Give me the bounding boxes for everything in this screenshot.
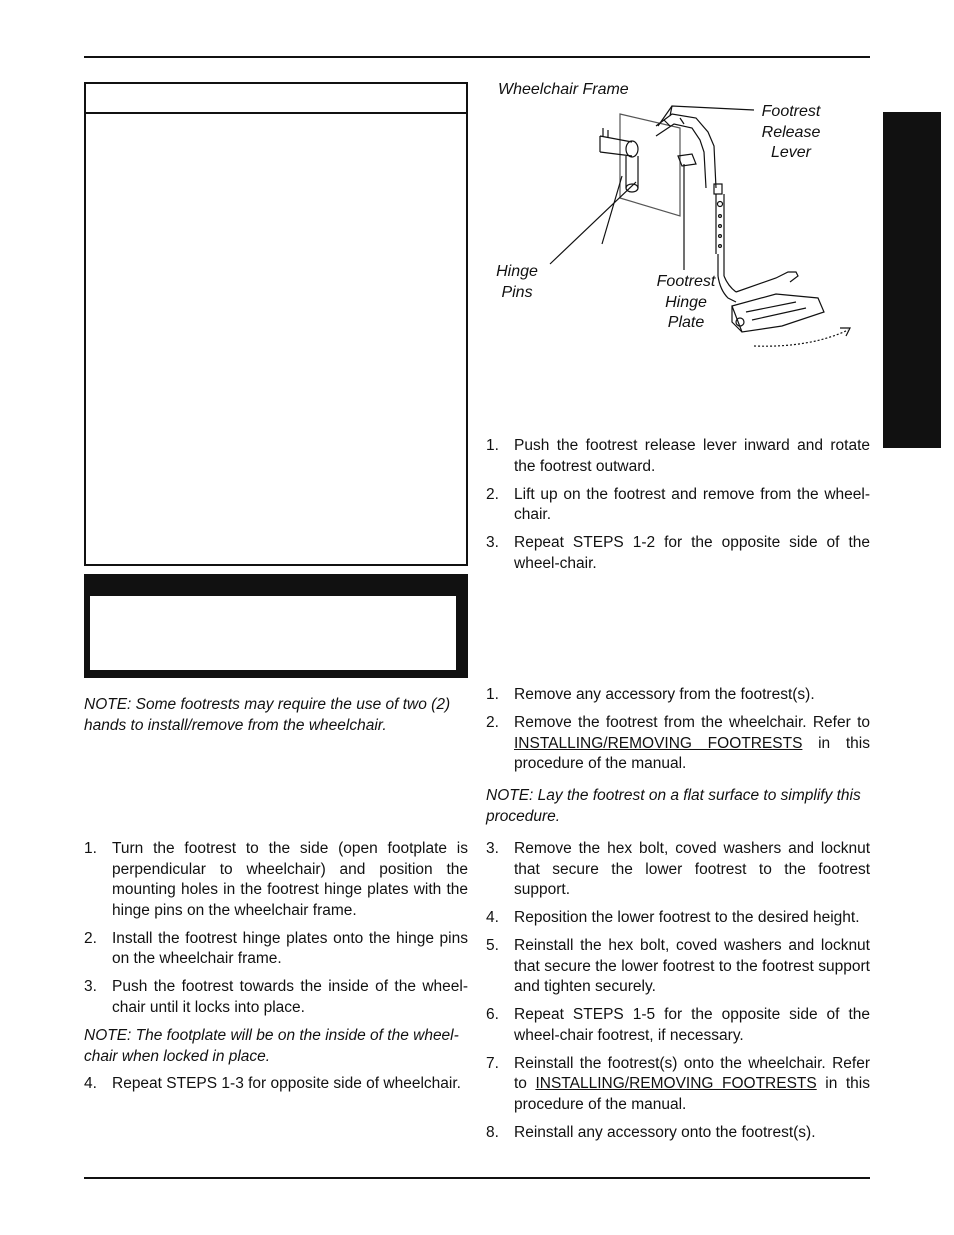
list-item: 3. Push the footrest towards the inside of the wheel-chair until it locks into place. <box>84 978 468 1016</box>
list-item: 8. Reinstall any accessory onto the footrest(s). <box>486 1123 816 1141</box>
caution-box <box>84 574 468 678</box>
note-two-hands: NOTE: Some footrests may require the use of two (2) hands to install/remove from the wheelchair. <box>84 696 451 734</box>
label-hinge-pins: Hinge Pins <box>496 263 538 301</box>
footrest-figure <box>484 76 870 366</box>
label-wheelchair-frame: Wheelchair Frame <box>498 81 629 98</box>
label-release-lever: Footrest Release Lever <box>761 103 821 161</box>
list-item: 3. Repeat STEPS 1-2 for the opposite side of the wheel-chair. <box>486 534 870 572</box>
list-item: 1. Remove any accessory from the footrest(s). <box>486 686 815 703</box>
list-item: 1. Turn the footrest to the side (open footplate is perpendicular to wheelchair) and position the mounting holes in the footrest hinge plates with the hinge pins on the wheelchair frame. <box>84 840 468 919</box>
list-item: 4. Reposition the lower footrest to the desired height. <box>486 909 860 926</box>
list-item: 5. Reinstall the hex bolt, coved washers and locknut that secure the lower footrest to the footrest support and tighten securely. <box>486 937 870 995</box>
header-rule <box>84 56 870 58</box>
list-item: 1. Push the footrest release lever inward and rotate the footrest outward. <box>486 437 870 475</box>
height-steps-b <box>486 839 870 1151</box>
height-steps-a <box>486 685 870 782</box>
list-item: 6. Repeat STEPS 1-5 for the opposite side of the wheel-chair footrest, if necessary. <box>486 1006 870 1044</box>
list-item: 7. Reinstall the footrest(s) onto the wheelchair. Refer to INSTALLING/REMOVING FOOTRESTS in this procedure of the manual. <box>486 1054 870 1113</box>
link-installing-removing-footrests[interactable]: INSTALLING/REMOVING FOOTRESTS <box>535 1075 817 1092</box>
list-item: 2. Lift up on the footrest and remove from the wheel-chair. <box>486 485 870 523</box>
label-hinge-plate: Footrest Hinge Plate <box>656 273 716 331</box>
box-header <box>86 84 466 114</box>
install-step-4 <box>84 1074 468 1102</box>
list-item: 4. Repeat STEPS 1-3 for opposite side of wheelchair. <box>84 1075 461 1092</box>
list-item: 3. Remove the hex bolt, coved washers and locknut that secure the lower footrest to the footrest support. <box>486 840 870 898</box>
section-tab <box>883 112 941 448</box>
footer-rule <box>84 1177 870 1179</box>
note-flat-surface: NOTE: Lay the footrest on a flat surface to simplify this procedure. <box>486 787 861 825</box>
remove-steps <box>486 436 870 582</box>
list-item: 2. Remove the footrest from the wheelchair. Refer to INSTALLING/REMOVING FOOTRESTS in this procedure of the manual. <box>486 714 870 772</box>
caution-box-body <box>90 596 456 670</box>
blank-warning-box <box>84 82 468 566</box>
link-installing-removing-footrests[interactable]: INSTALLING/REMOVING FOOTRESTS <box>514 734 803 752</box>
list-item: 2. Install the footrest hinge plates onto the hinge pins on the wheelchair frame. <box>84 929 468 967</box>
install-steps <box>84 839 468 1026</box>
note-footplate: NOTE: The footplate will be on the inside of the wheel-chair when locked in place. <box>84 1027 459 1065</box>
